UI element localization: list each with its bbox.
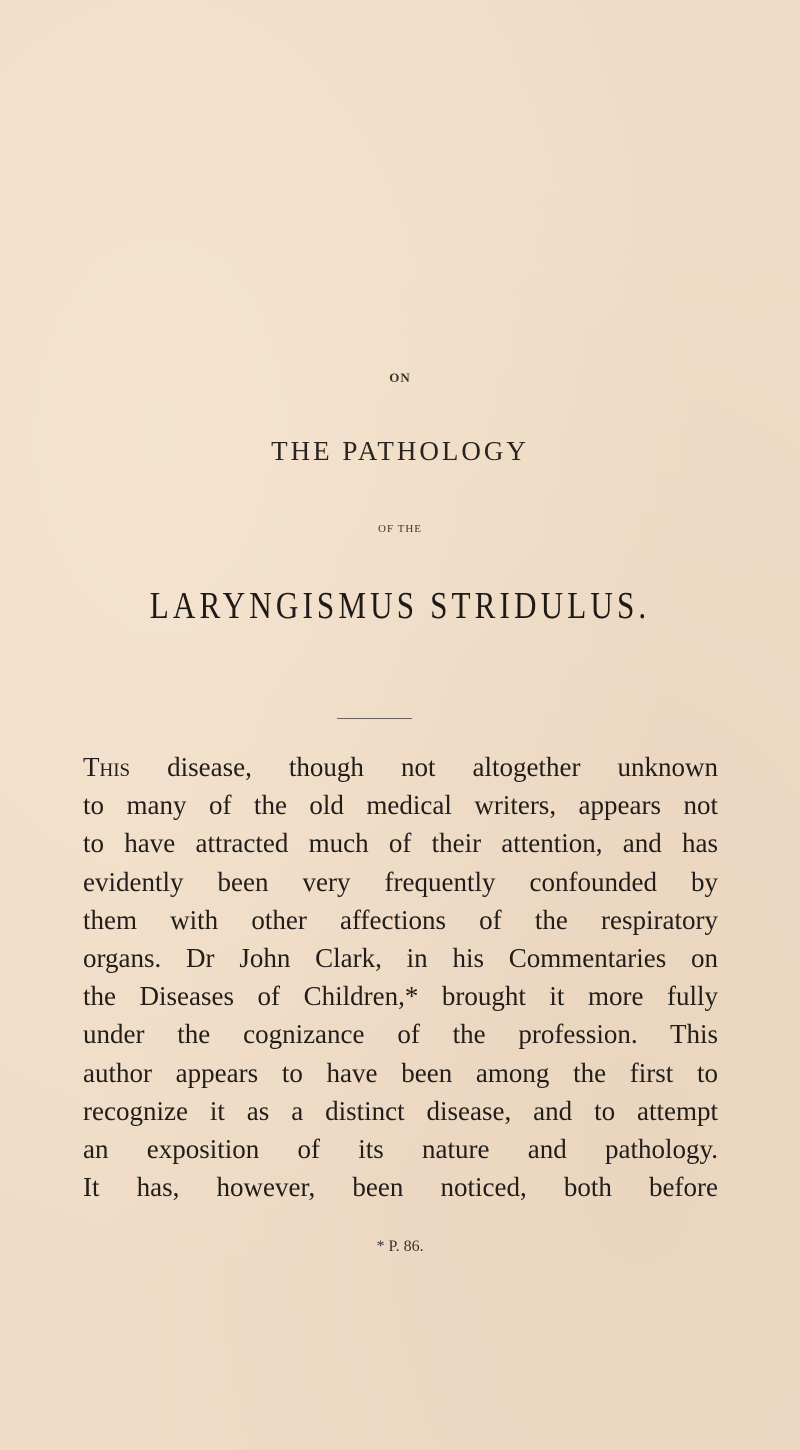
body-paragraph (83, 748, 718, 1206)
text-line: recognize it as a distinct disease, and to attempt (83, 1095, 718, 1126)
page-title: LARYNGISMUS STRIDULUS. (149, 585, 651, 627)
heading-subject: THE PATHOLOGY (271, 436, 529, 466)
text-line: author appears to have been among the first to (83, 1057, 718, 1088)
text-line: organs. Dr John Clark, in his Commentaries on (83, 943, 718, 974)
text-line: to many of the old medical writers, appears not (83, 790, 718, 821)
text-line: This disease, though not altogether unknown (83, 752, 718, 782)
heading-on: ON (389, 370, 411, 385)
text-line: them with other affections of the respiratory (83, 904, 718, 935)
text-line: evidently been very frequently confounded by (83, 866, 718, 897)
lead-word: This (83, 752, 131, 782)
text-line: It has, however, been noticed, both before (83, 1172, 718, 1203)
text-line: to have attracted much of their attention, and has (83, 828, 718, 859)
heading-of-the: OF THE (378, 523, 422, 535)
section-divider (337, 718, 412, 719)
text-line: an exposition of its nature and pathology. (83, 1134, 718, 1165)
footnote: * P. 86. (376, 1238, 424, 1255)
text-line: the Diseases of Children,* brought it more fully (83, 981, 718, 1012)
text-line: under the cognizance of the profession. This (83, 1019, 718, 1050)
